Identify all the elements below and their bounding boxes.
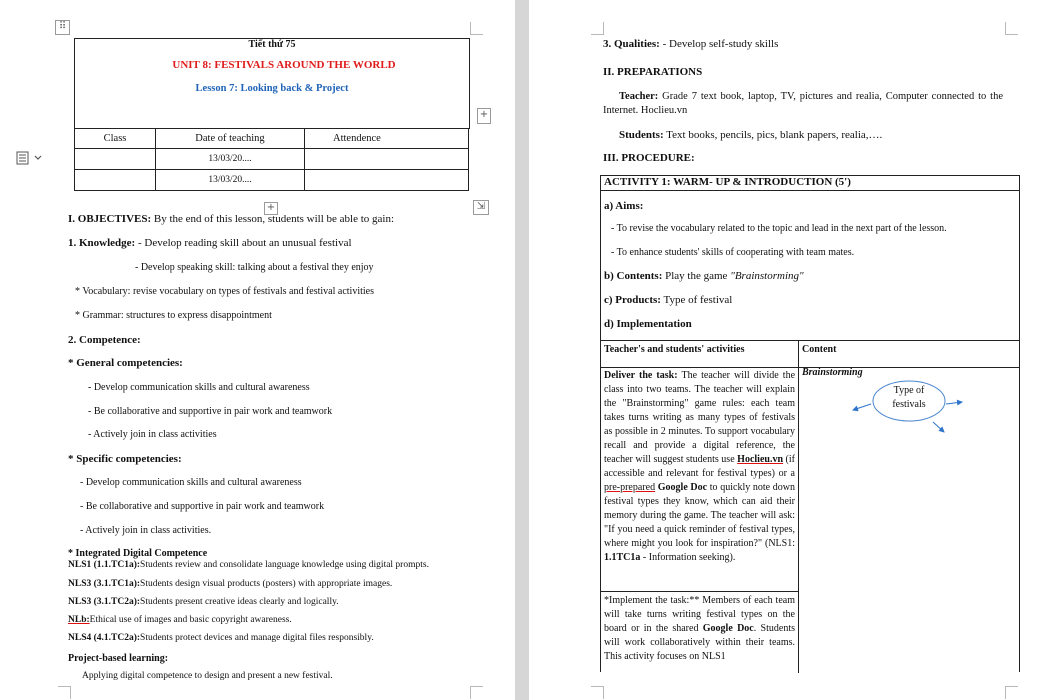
teacher-label: Teacher: [619,91,659,102]
list-item: - Develop communication skills and cultural awareness [80,477,302,488]
deliver-prep: pre-prepared [604,482,656,493]
project-text: Applying digital competence to design and present a new festival. [82,671,333,681]
qualities-text: - Develop self-study skills [659,38,779,50]
general-heading: * General competencies: [68,357,183,369]
aims-item: - To enhance students' skills of cooperating with team mates. [611,247,855,258]
objectives-heading: I. OBJECTIVES: [68,213,152,225]
specific-heading: * Specific competencies: [68,453,182,465]
table-cell[interactable] [305,149,469,170]
col-header-content: Content [802,344,837,355]
products-label: c) Products: [604,294,661,306]
implement-text: . Students will work collaboratively within their teams. This activity focuses on NLS1 [604,623,795,662]
bubble-line: festivals [892,399,926,410]
activity-table [601,340,1019,673]
crop-mark-bottom-left [58,686,71,699]
activity-title: ACTIVITY 1: WARM- UP & INTRODUCTION (5') [604,176,851,188]
products-text: Type of festival [660,294,733,306]
digital-item [68,560,429,570]
digital-code: NLb: [68,615,90,625]
aims-label: a) Aims: [604,200,644,212]
digital-text: Students protect devices and manage digital files responsibly. [140,633,374,643]
contents-game: "Brainstorming" [730,270,804,282]
deliver-gdoc: Google Doc [657,482,708,493]
crop-mark-top-right [1005,22,1018,35]
digital-item [68,597,339,607]
unit-title: UNIT 8: FESTIVALS AROUND THE WORLD [172,59,396,71]
contents-label: b) Contents: [604,270,663,282]
digital-code: NLS3 (3.1.TC2a): [68,597,141,607]
add-column-icon[interactable]: + [477,108,491,124]
teacher-line [603,90,1003,118]
deliver-text: (if accessible and relevant for festival types) or a [604,454,795,479]
students-text: Text books, pencils, pics, blank papers, realia,…. [663,129,883,141]
table-cell[interactable] [75,149,156,170]
table-move-handle-icon[interactable]: ⠿ [55,20,70,35]
deliver-label: Deliver the task: [604,370,678,381]
competence-heading: 2. Competence: [68,334,141,346]
deliver-task-text[interactable] [604,369,795,565]
crop-mark-top-left [591,22,604,35]
students-line [619,129,882,141]
digital-item [68,633,374,643]
table-resize-handle-icon[interactable]: ⇲ [473,200,489,215]
digital-heading: * Integrated Digital Competence [68,548,208,559]
header-class: Class [75,129,156,149]
table-cell[interactable]: 13/03/20.... [156,170,305,191]
digital-item [68,579,392,589]
students-label: Students: [619,129,664,141]
bubble-line: Type of [893,385,925,396]
qualities-heading: 3. Qualities: [603,38,660,50]
crop-mark-bottom-right [470,686,483,699]
contents-text: Play the game [662,270,731,282]
implement-gdoc: Google Doc [702,623,754,634]
lesson-title: Lesson 7: Looking back & Project [195,83,349,94]
deliver-text: The teacher will divide the class into two teams. The teacher will explain the "Brainstorming" game rules: each team takes turns writing as many types of festivals as possible in 2 minutes. To support vocabulary recall and provide a digital reference, the teacher will suggest students use [604,370,796,465]
brainstorm-diagram [849,373,969,443]
project-heading: Project-based learning: [68,653,169,664]
preparations-heading: II. PREPARATIONS [603,66,703,78]
crop-mark-bottom-right [1005,686,1018,699]
list-item: - Develop communication skills and cultural awareness [88,382,310,393]
digital-code: NLS1 (1.1.TC1a): [68,560,141,570]
digital-code: NLS3 (3.1.TC1a): [68,579,141,589]
digital-item [68,615,292,625]
vocabulary-item: * Vocabulary: revise vocabulary on types of festivals and festival activities [75,286,374,297]
col-header-activities: Teacher's and students' activities [604,344,745,355]
products-line [604,294,732,306]
knowledge-item: - Develop reading skill about an unusual festival [135,237,352,249]
objectives-line [68,213,394,225]
deliver-code: 1.1TC1a [604,552,641,563]
document-page-right[interactable] [529,0,1048,700]
crop-mark-bottom-left [591,686,604,699]
digital-code: NLS4 (4.1.TC2a): [68,633,141,643]
column-divider [798,341,799,673]
divider [601,190,1019,191]
list-item: - Be collaborative and supportive in pair work and teamwork [80,501,325,512]
table-cell[interactable] [305,170,469,191]
implement-task-text[interactable] [604,594,795,664]
qualities-line [603,38,778,50]
header-attendance: Attendence [305,129,469,149]
procedure-heading: III. PROCEDURE: [603,152,695,164]
layout-options-icon[interactable] [16,150,44,166]
table-cell[interactable] [75,170,156,191]
deliver-text: - Information seeking). [640,552,736,563]
knowledge-line [68,237,352,249]
contents-line [604,270,804,282]
add-row-icon[interactable]: + [264,202,278,215]
objectives-intro: By the end of this lesson, students will be able to gain: [151,213,395,225]
lesson-number: Tiết thứ 75 [248,39,296,50]
list-item: - Be collaborative and supportive in pair work and teamwork [88,406,333,417]
implement-text: *Implement the task:** Members of each team will take turns writing festival types on the board or in the shared [604,595,795,634]
knowledge-item: - Develop speaking skill: talking about a festival they enjoy [135,262,374,273]
teacher-text: Grade 7 text book, laptop, TV, pictures and realia, Computer connected to the Internet. Hoclieu.vn [603,91,1003,116]
activity-box [600,175,1020,672]
knowledge-heading: 1. Knowledge: [68,237,136,249]
digital-text: Students design visual products (posters) with appropriate images. [140,579,393,589]
list-item: - Actively join in class activities. [80,525,212,536]
content-title: Brainstorming [802,367,863,378]
document-page-left[interactable] [0,0,515,700]
page-gutter [515,0,529,700]
lesson-header-box [74,38,470,129]
crop-mark-top-right [470,22,483,35]
implementation-label: d) Implementation [604,318,692,330]
digital-text: Ethical use of images and basic copyright awareness. [89,615,292,625]
grammar-item: * Grammar: structures to express disappointment [75,310,272,321]
deliver-text: to quickly note down festival types they know, which can aid their memory during the game. The teacher will ask: "If you need a quick reminder of festival types, where might you look for inspiration?" (NLS1: [604,482,796,549]
list-item: - Actively join in class activities [88,429,217,440]
row-divider [601,591,798,592]
attendance-table [74,128,469,191]
table-cell[interactable]: 13/03/20.... [156,149,305,170]
digital-text: Students present creative ideas clearly and logically. [140,597,339,607]
digital-text: Students review and consolidate language knowledge using digital prompts. [140,560,429,570]
deliver-site: Hoclieu.vn [737,454,784,465]
header-date: Date of teaching [156,129,305,149]
aims-item: - To revise the vocabulary related to the topic and lead in the next part of the lesson. [611,223,947,234]
